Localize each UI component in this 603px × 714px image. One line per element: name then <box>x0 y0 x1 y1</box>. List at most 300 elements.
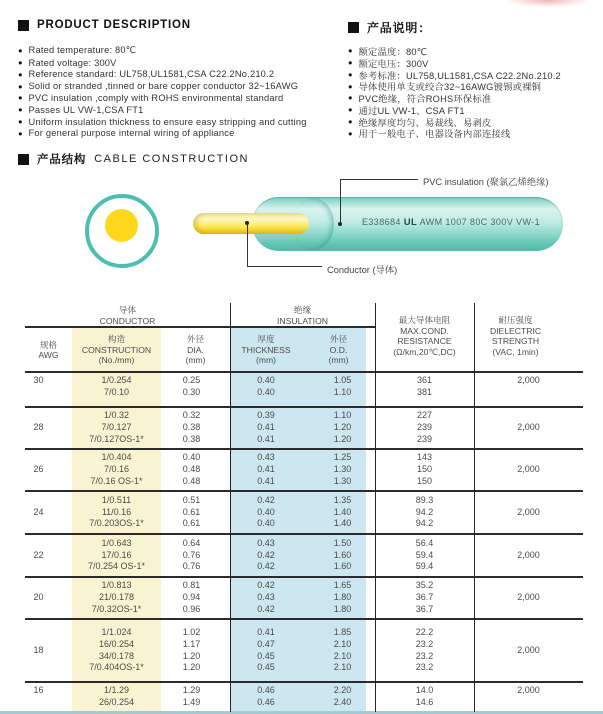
description-text: Uniform insulation thickness to ensure easy stripping and cutting <box>28 116 307 127</box>
cell-value: 0.81 <box>182 580 201 591</box>
cell-value: 0.42 <box>257 494 275 505</box>
cell-value: 1/1.29 <box>103 685 130 695</box>
description-item <box>18 104 307 116</box>
cell-construction <box>72 450 161 490</box>
cell-value: 11/0.16 <box>101 506 132 517</box>
cell-value: 16/0.254 <box>98 638 135 649</box>
dia-column-header <box>161 330 230 370</box>
cell-dia <box>161 683 230 714</box>
cell-thickness <box>230 408 302 448</box>
header-unit: (mm) <box>328 355 349 366</box>
header-unit: (No./mm) <box>98 355 135 366</box>
cell-value: 16 <box>33 685 44 695</box>
header-cn: 导体 <box>118 305 137 315</box>
dielectric-header-spacer <box>474 330 583 370</box>
cell-value: 0.41 <box>257 627 275 638</box>
cell-value: 0.76 <box>182 549 201 560</box>
square-bullet-icon <box>348 22 359 33</box>
description-text: For general purpose internal wiring of appliance <box>28 128 235 139</box>
cell-value: 0.40 <box>257 518 275 529</box>
header-cn: 外径 <box>186 334 205 345</box>
table-row-group <box>25 373 583 408</box>
bullet-icon: ● <box>348 93 353 103</box>
table-row-group <box>25 450 583 492</box>
cell-value: 0.45 <box>257 650 275 661</box>
cell-dia <box>161 535 230 576</box>
header-en: DIELECTRIC <box>489 325 542 336</box>
cell-value: 1.40 <box>333 518 352 529</box>
header-en: AWG <box>38 350 59 360</box>
description-item <box>18 80 307 92</box>
header-en: INSULATION <box>277 315 328 326</box>
cell-value: 1.10 <box>333 386 352 397</box>
cell-value: 1.20 <box>182 650 201 661</box>
cell-value: 7/0.10 <box>103 386 130 397</box>
cell-value: 0.41 <box>257 464 275 475</box>
bullet-icon: ● <box>348 105 353 115</box>
cell-construction <box>72 373 161 406</box>
cell-value: 0.40 <box>257 386 275 397</box>
cell-value: 94.2 <box>415 506 434 517</box>
cell-value: 22.2 <box>415 627 434 638</box>
cell-construction <box>72 492 161 533</box>
header-cn: 外径 <box>329 334 348 345</box>
cell-value: 7/0.127OS-1* <box>89 433 144 444</box>
construction-column-header <box>72 330 161 370</box>
cell-value: 28 <box>33 422 44 433</box>
cell-value: 0.40 <box>257 375 275 385</box>
description-item <box>18 92 307 104</box>
cell-value: 0.40 <box>182 452 201 463</box>
header-cn: 耐压强度 <box>498 315 533 325</box>
cell-value: 1.25 <box>333 452 352 463</box>
cell-awg <box>25 450 72 490</box>
column-header-rule <box>25 371 583 373</box>
cell-value: 1.85 <box>333 627 352 638</box>
description-text: 绝缘厚度均匀、易裁线、易剥皮 <box>358 117 492 128</box>
group-header-rule <box>25 326 375 328</box>
cell-value: 34/0.178 <box>98 650 135 661</box>
cell-value: 0.41 <box>257 475 275 486</box>
cell-value: 1.40 <box>333 506 352 517</box>
cell-value: 1.20 <box>333 422 352 433</box>
section-title-en: CABLE CONSTRUCTION <box>94 153 249 165</box>
cell-value: 2,000 <box>517 644 540 655</box>
cell-value: 30 <box>33 375 44 385</box>
cell-thickness <box>230 373 302 406</box>
description-text: PVC insulation ,comply with ROHS environmental standard <box>28 93 284 104</box>
table-row-group <box>25 492 583 535</box>
product-description-list-cn <box>348 45 561 139</box>
cell-thickness <box>230 683 302 714</box>
header-cn: 规格 <box>39 339 58 350</box>
cell-awg <box>25 578 72 618</box>
cell-value: 2,000 <box>517 592 540 603</box>
description-text: PVC绝缘，符合ROHS环保标准 <box>358 94 492 105</box>
description-text: 参考标准：UL758,UL1581,CSA C22.2No.210.2 <box>358 70 561 81</box>
description-text: 额定电压：300V <box>358 58 429 69</box>
bullet-icon: ● <box>348 69 353 79</box>
product-description-list <box>18 45 307 139</box>
header-cn: 最大导体电阻 <box>398 315 451 325</box>
cell-dielectric <box>474 683 583 714</box>
cell-dia <box>161 620 230 681</box>
bullet-icon: ● <box>18 93 23 103</box>
header-unit: (mm) <box>255 355 277 366</box>
bullet-icon: ● <box>18 128 23 138</box>
cell-value: 18 <box>33 644 44 655</box>
table-divider <box>230 303 232 712</box>
cell-od <box>302 492 375 533</box>
cell-value: 1.35 <box>333 494 352 505</box>
bullet-icon: ● <box>348 81 353 91</box>
cell-od <box>302 578 375 618</box>
header-cn: 构造 <box>107 334 126 345</box>
cell-thickness <box>230 450 302 490</box>
cell-value: 1.80 <box>333 603 352 614</box>
description-text: Solid or stranded ,tinned or bare copper conductor 32~16AWG <box>28 81 299 92</box>
callout-line <box>340 179 418 180</box>
cell-value: 0.38 <box>182 433 201 444</box>
bullet-icon: ● <box>18 46 23 56</box>
section-title-cn: 产品结构 <box>37 154 87 166</box>
cell-value: 2,000 <box>517 685 540 695</box>
header-unit: (Ω/km,20℃,DC) <box>393 346 456 357</box>
cell-value: 227 <box>416 410 433 421</box>
cell-awg <box>25 535 72 576</box>
description-item <box>18 45 307 57</box>
cell-value: 0.43 <box>257 592 275 603</box>
cell-value: 20 <box>33 592 44 603</box>
cell-value: 0.96 <box>182 603 201 614</box>
cell-construction <box>72 683 161 714</box>
bullet-icon: ● <box>18 69 23 79</box>
cable-conductor <box>193 213 309 234</box>
cell-value: 2.10 <box>333 638 352 649</box>
cell-value: 150 <box>416 464 433 475</box>
cell-value: 56.4 <box>415 537 434 548</box>
cell-construction <box>72 408 161 448</box>
section-header-product-description <box>18 19 191 31</box>
cell-dielectric <box>474 492 583 533</box>
cell-awg <box>25 492 72 533</box>
cell-value: 23.2 <box>415 650 434 661</box>
cell-value: 7/0.404OS-1* <box>89 662 144 673</box>
cell-value: 7/0.254 OS-1* <box>87 561 146 572</box>
cell-value: 89.3 <box>415 494 434 505</box>
description-text: Passes UL VW-1,CSA FT1 <box>28 104 144 115</box>
table-row-group <box>25 535 583 578</box>
cell-dielectric <box>474 373 583 406</box>
cell-od <box>302 373 375 406</box>
description-item <box>18 116 307 128</box>
cell-resistance <box>375 620 474 681</box>
cell-value: 1.20 <box>182 662 201 673</box>
cell-value: 1.80 <box>333 592 352 603</box>
description-text: 用于一般电子、电器设备内部连接线 <box>358 129 511 140</box>
cell-thickness <box>230 535 302 576</box>
table-row-group <box>25 683 583 714</box>
cell-value: 7/0.203OS-1* <box>89 518 144 529</box>
callout-line <box>247 266 322 267</box>
cell-value: 1/0.643 <box>101 537 132 548</box>
header-en: CONSTRUCTION <box>81 344 152 355</box>
cell-value: 0.61 <box>182 518 201 529</box>
table-row-group <box>25 620 583 683</box>
cell-od <box>302 535 375 576</box>
cell-value: 0.42 <box>257 561 275 572</box>
cell-thickness <box>230 620 302 681</box>
cell-resistance <box>375 492 474 533</box>
section-title: PRODUCT DESCRIPTION <box>37 19 191 31</box>
cell-value: 14.6 <box>415 696 434 707</box>
ul-file-number: E338684 <box>362 217 401 227</box>
cell-value: 0.25 <box>182 375 201 385</box>
cell-value: 1.60 <box>333 561 352 572</box>
section-header-product-description-cn <box>348 19 431 36</box>
table-body <box>25 373 583 714</box>
cell-dia <box>161 450 230 490</box>
cell-dielectric <box>474 620 583 681</box>
cell-value: 1.30 <box>333 464 352 475</box>
red-stamp-fragment <box>505 0 590 7</box>
bullet-icon: ● <box>18 81 23 91</box>
cell-value: 7/0.32OS-1* <box>91 603 142 614</box>
cable-cross-section <box>85 194 159 268</box>
header-en: CONDUCTOR <box>99 315 156 326</box>
cell-value: 1/1.024 <box>101 627 132 638</box>
cell-value: 0.46 <box>257 696 275 707</box>
cell-value: 2,000 <box>517 506 540 517</box>
table-row-group <box>25 578 583 620</box>
od-column-header <box>302 330 375 370</box>
cell-thickness <box>230 578 302 618</box>
header-en: THICKNESS <box>241 344 291 355</box>
cell-value: 2.20 <box>333 685 352 695</box>
bullet-icon: ● <box>348 116 353 126</box>
description-item <box>348 128 561 140</box>
cell-value: 2,000 <box>517 464 540 475</box>
bullet-icon: ● <box>348 57 353 67</box>
cell-dia <box>161 578 230 618</box>
cell-value: 2.10 <box>333 650 352 661</box>
header-unit: (VAC, 1min) <box>492 346 539 357</box>
conductor-core-circle <box>105 209 138 242</box>
cell-value: 1/0.511 <box>101 494 132 505</box>
cell-resistance <box>375 408 474 448</box>
cell-value: 0.42 <box>257 580 275 591</box>
cell-od <box>302 620 375 681</box>
header-en: RESISTANCE <box>397 336 452 346</box>
cell-value: 0.41 <box>257 422 275 433</box>
cell-awg <box>25 408 72 448</box>
thickness-column-header <box>230 330 302 370</box>
cell-value: 26 <box>33 464 44 475</box>
cell-value: 143 <box>416 452 433 463</box>
bullet-icon: ● <box>18 105 23 115</box>
cell-dielectric <box>474 535 583 576</box>
cell-resistance <box>375 373 474 406</box>
cell-value: 23.2 <box>415 638 434 649</box>
cell-value: 0.76 <box>182 561 201 572</box>
cell-value: 36.7 <box>415 603 434 614</box>
cell-value: 1/0.254 <box>101 375 132 385</box>
cell-awg <box>25 620 72 681</box>
insulation-label: PVC insulation (聚氯乙烯绝缘) <box>423 177 549 187</box>
cell-value: 0.43 <box>257 452 275 463</box>
cell-value: 1.02 <box>182 627 201 638</box>
cell-resistance <box>375 450 474 490</box>
cell-dia <box>161 373 230 406</box>
cell-value: 2.40 <box>333 696 352 707</box>
square-bullet-icon <box>18 154 29 165</box>
cell-dielectric <box>474 578 583 618</box>
cell-value: 1/0.32 <box>103 410 130 421</box>
cell-construction <box>72 578 161 618</box>
description-item <box>18 57 307 69</box>
cell-value: 7/0.127 <box>101 422 132 433</box>
cell-construction <box>72 620 161 681</box>
description-text: Rated voltage: 300V <box>28 57 117 68</box>
cell-value: 381 <box>416 386 433 397</box>
header-en: MAX.COND. <box>400 325 449 336</box>
callout-line <box>340 179 341 224</box>
cell-value: 0.46 <box>257 685 275 695</box>
cell-thickness <box>230 492 302 533</box>
cell-value: 1.05 <box>333 375 352 385</box>
section-header-cable-construction <box>18 151 249 167</box>
cell-od <box>302 683 375 714</box>
cell-value: 361 <box>416 375 433 385</box>
insulation-group-header <box>230 305 375 326</box>
conductor-group-header <box>25 305 230 326</box>
awm-spec-text: AWM 1007 80C 300V VW-1 <box>419 217 540 227</box>
cell-value: 0.41 <box>257 433 275 444</box>
resistance-header-spacer <box>375 330 474 370</box>
cell-value: 0.48 <box>182 464 201 475</box>
header-unit: (mm) <box>185 355 206 366</box>
description-text: Rated temperature: 80℃ <box>28 45 137 56</box>
cell-value: 0.51 <box>182 494 201 505</box>
cell-value: 2.10 <box>333 662 352 673</box>
cell-value: 0.32 <box>182 410 201 421</box>
header-cn: 绝缘 <box>293 305 312 315</box>
cell-value: 59.4 <box>415 549 434 560</box>
conductor-label: Conductor (导体) <box>327 265 398 275</box>
cell-value: 0.42 <box>257 603 275 614</box>
square-bullet-icon <box>18 20 29 31</box>
cell-value: 0.64 <box>182 537 201 548</box>
cell-value: 1.10 <box>333 410 352 421</box>
cell-value: 17/0.16 <box>101 549 132 560</box>
bullet-icon: ● <box>348 128 353 138</box>
bullet-icon: ● <box>18 116 23 126</box>
cell-resistance <box>375 683 474 714</box>
cell-value: 2,000 <box>517 422 540 433</box>
cell-value: 239 <box>416 433 433 444</box>
description-text: 通过UL VW-1、CSA FT1 <box>358 105 465 116</box>
description-text: 额定温度：80℃ <box>358 46 428 57</box>
cell-value: 59.4 <box>415 561 434 572</box>
cell-value: 0.40 <box>257 506 275 517</box>
cell-awg <box>25 373 72 406</box>
cell-dielectric <box>474 450 583 490</box>
cell-value: 1/0.404 <box>101 452 132 463</box>
description-text: Reference standard: UL758,UL1581,CSA C22.2No.210.2 <box>28 69 275 80</box>
cell-value: 0.38 <box>182 422 201 433</box>
cell-value: 0.48 <box>182 475 201 486</box>
cell-value: 35.2 <box>415 580 434 591</box>
header-en: STRENGTH <box>491 336 540 346</box>
cell-value: 7/0.16 OS-1* <box>90 475 143 486</box>
cell-value: 14.0 <box>415 685 434 695</box>
cell-value: 7/0.16 <box>103 464 130 475</box>
cell-awg <box>25 683 72 714</box>
cell-value: 1.60 <box>333 549 352 560</box>
header-en: DIA. <box>187 344 204 355</box>
header-en: O.D. <box>329 344 348 355</box>
cell-value: 1/0.813 <box>101 580 132 591</box>
table-divider <box>474 303 476 712</box>
cell-value: 1.30 <box>333 475 352 486</box>
cell-value: 1.50 <box>333 537 352 548</box>
cell-value: 150 <box>416 475 433 486</box>
cell-value: 23.2 <box>415 662 434 673</box>
cell-value: 0.30 <box>182 386 201 397</box>
cable-print-text <box>362 217 562 228</box>
cell-od <box>302 450 375 490</box>
cell-dia <box>161 492 230 533</box>
description-item <box>18 128 307 140</box>
cell-construction <box>72 535 161 576</box>
callout-line <box>247 225 248 267</box>
cell-value: 1.65 <box>333 580 352 591</box>
cell-value: 239 <box>416 422 433 433</box>
cell-value: 0.42 <box>257 549 275 560</box>
cell-value: 36.7 <box>415 592 434 603</box>
cell-value: 0.94 <box>182 592 201 603</box>
cell-value: 21/0.178 <box>98 592 135 603</box>
cell-value: 1.20 <box>333 433 352 444</box>
bullet-icon: ● <box>348 46 353 56</box>
description-item <box>18 69 307 81</box>
cell-value: 94.2 <box>415 518 434 529</box>
cell-resistance <box>375 535 474 576</box>
cell-dielectric <box>474 408 583 448</box>
cell-value: 0.61 <box>182 506 201 517</box>
description-text: 导体使用单支或绞合32~16AWG镀锡或裸铜 <box>358 82 542 93</box>
cell-value: 0.45 <box>257 662 275 673</box>
table-column-headers <box>25 330 583 370</box>
table-divider <box>375 303 377 712</box>
cell-value: 1.49 <box>182 696 201 707</box>
cell-resistance <box>375 578 474 618</box>
table-row-group <box>25 408 583 450</box>
cell-value: 2,000 <box>517 375 540 385</box>
section-title: 产品说明： <box>367 21 432 35</box>
cell-od <box>302 408 375 448</box>
cell-value: 0.47 <box>257 638 275 649</box>
cell-value: 22 <box>33 549 44 560</box>
ul-mark-icon: UL <box>403 217 418 228</box>
awg-column-header <box>25 330 72 370</box>
cell-value: 1.29 <box>182 685 201 695</box>
cell-value: 24 <box>33 506 44 517</box>
cell-value: 0.43 <box>257 537 275 548</box>
cell-value: 26/0.254 <box>98 696 135 707</box>
header-cn: 厚度 <box>257 334 275 345</box>
cell-dia <box>161 408 230 448</box>
